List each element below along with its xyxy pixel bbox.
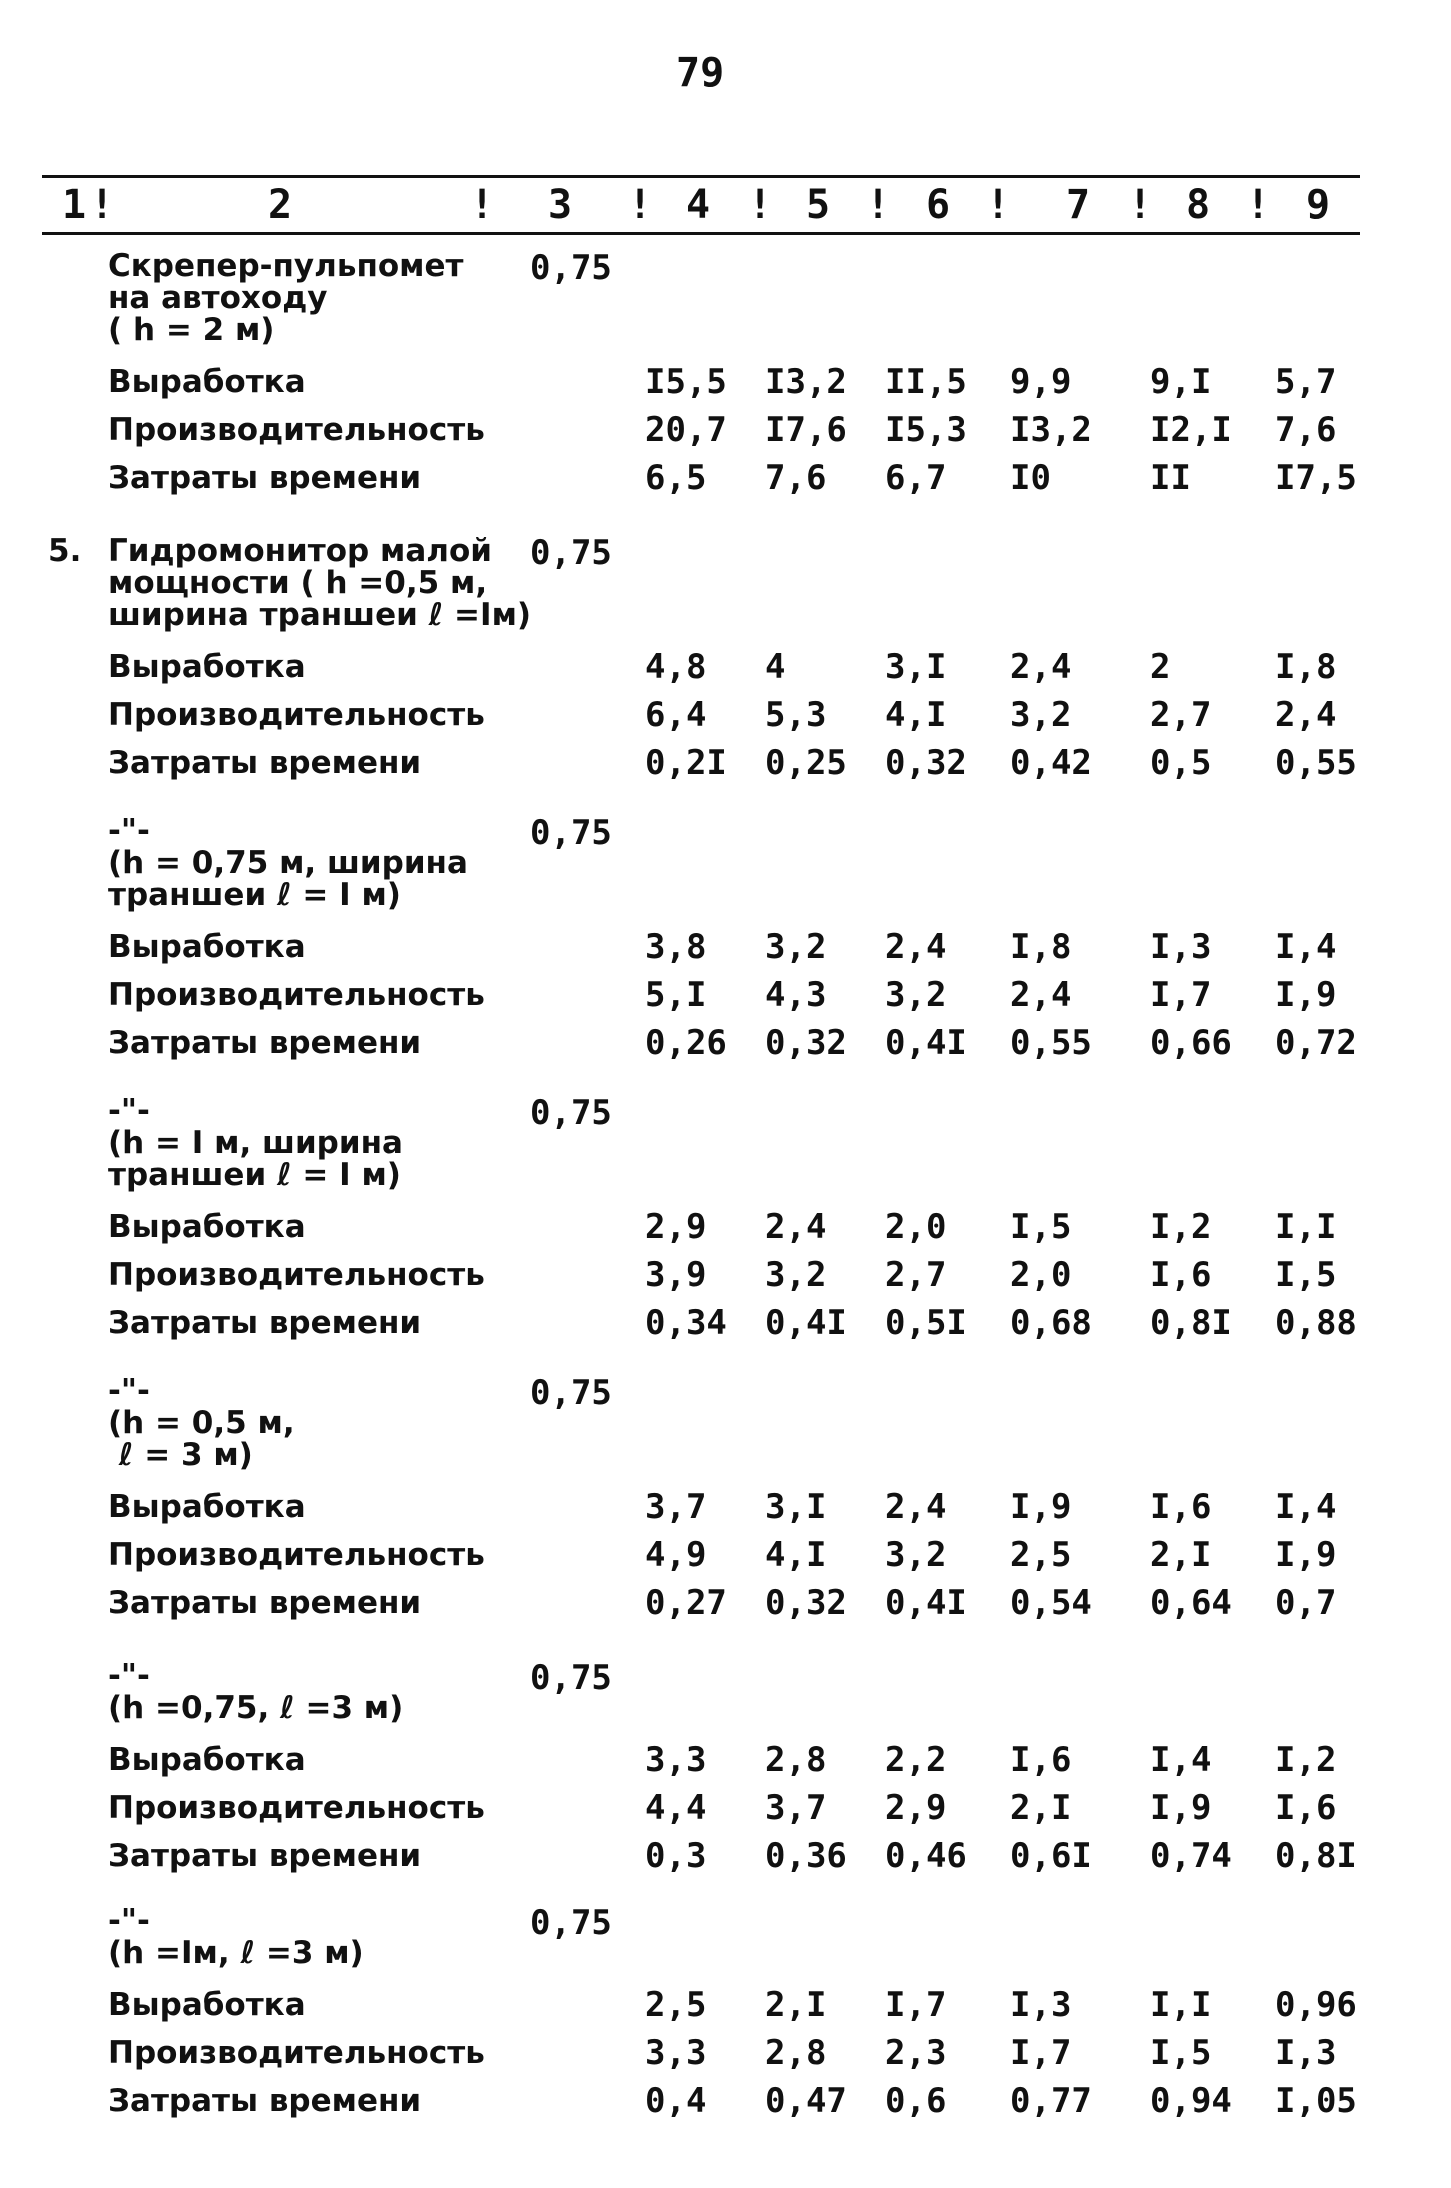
row-label: Выработка — [108, 649, 306, 685]
group-number: 5. — [48, 533, 82, 569]
table-cell: 0,25 — [765, 743, 847, 783]
table-cell: 0,3 — [645, 1836, 707, 1876]
table-cell: 2,3 — [885, 2033, 947, 2073]
row-label: Выработка — [108, 1489, 306, 1525]
row-label: Производительность — [108, 412, 485, 448]
table-cell: 0,6I — [1010, 1836, 1092, 1876]
table-cell: I,7 — [885, 1985, 947, 2025]
table-cell: 0,88 — [1275, 1303, 1357, 1343]
row-label: Выработка — [108, 364, 306, 400]
table-cell: 3,2 — [765, 1255, 827, 1295]
table-cell: 0,4I — [885, 1023, 967, 1063]
table-cell: 2,4 — [765, 1207, 827, 1247]
table-cell: 0,64 — [1150, 1583, 1232, 1623]
header-col-1: 1 — [62, 182, 87, 228]
header-col-9: 9 — [1306, 182, 1331, 228]
table-cell: 0,55 — [1275, 743, 1357, 783]
header-col-8: 8 — [1186, 182, 1211, 228]
group-coefficient: 0,75 — [530, 248, 612, 288]
table-cell: I3,2 — [1010, 410, 1092, 450]
group-title-line: ( h = 2 м) — [108, 312, 275, 348]
table-cell: 3,7 — [765, 1788, 827, 1828]
table-cell: I,6 — [1150, 1487, 1212, 1527]
group-title-line: -"- — [108, 1093, 150, 1129]
table-cell: I,9 — [1010, 1487, 1072, 1527]
table-cell: I,4 — [1275, 1487, 1337, 1527]
row-label: Выработка — [108, 1209, 306, 1245]
row-label: Затраты времени — [108, 745, 422, 781]
table-cell: I3,2 — [765, 362, 847, 402]
row-label: Затраты времени — [108, 2083, 422, 2119]
table-cell: 2,8 — [765, 2033, 827, 2073]
table-cell: I2,I — [1150, 410, 1232, 450]
header-sep-7: ! — [1128, 182, 1153, 228]
table-cell: I,7 — [1010, 2033, 1072, 2073]
page-number: 79 — [676, 50, 725, 96]
table-cell: I,4 — [1150, 1740, 1212, 1780]
table-cell: 0,55 — [1010, 1023, 1092, 1063]
table-cell: 0,68 — [1010, 1303, 1092, 1343]
table-cell: I,8 — [1275, 647, 1337, 687]
table-cell: 6,7 — [885, 458, 947, 498]
group-title-line: траншеи ℓ = I м) — [108, 877, 401, 913]
table-cell: 9,I — [1150, 362, 1212, 402]
table-cell: 0,4I — [765, 1303, 847, 1343]
table-cell: 0,72 — [1275, 1023, 1357, 1063]
table-cell: 0,36 — [765, 1836, 847, 1876]
table-cell: 0,34 — [645, 1303, 727, 1343]
header-sep-6: ! — [986, 182, 1011, 228]
table-cell: 0,5I — [885, 1303, 967, 1343]
table-cell: II,5 — [885, 362, 967, 402]
row-label: Производительность — [108, 1257, 485, 1293]
row-label: Производительность — [108, 977, 485, 1013]
group-title-line: мощности ( h =0,5 м, — [108, 565, 488, 601]
group-coefficient: 0,75 — [530, 813, 612, 853]
table-cell: 3,2 — [885, 1535, 947, 1575]
group-coefficient: 0,75 — [530, 1373, 612, 1413]
table-cell: I,2 — [1275, 1740, 1337, 1780]
table-cell: 0,26 — [645, 1023, 727, 1063]
group-title-line: -"- — [108, 1658, 150, 1694]
row-label: Производительность — [108, 1790, 485, 1826]
table-cell: II — [1150, 458, 1191, 498]
table-cell: 0,47 — [765, 2081, 847, 2121]
table-cell: 0,6 — [885, 2081, 947, 2121]
table-cell: 0,74 — [1150, 1836, 1232, 1876]
table-cell: 2,0 — [885, 1207, 947, 1247]
row-label: Затраты времени — [108, 1025, 422, 1061]
table-cell: 3,3 — [645, 1740, 707, 1780]
table-cell: I,9 — [1275, 1535, 1337, 1575]
table-cell: I5,3 — [885, 410, 967, 450]
table-cell: I,3 — [1010, 1985, 1072, 2025]
row-label: Выработка — [108, 1987, 306, 2023]
group-title-line: (h =Iм, ℓ =3 м) — [108, 1935, 364, 1971]
table-cell: 4,4 — [645, 1788, 707, 1828]
table-cell: 0,94 — [1150, 2081, 1232, 2121]
table-cell: 2,I — [765, 1985, 827, 2025]
row-label: Затраты времени — [108, 1585, 422, 1621]
table-cell: 3,3 — [645, 2033, 707, 2073]
table-cell: 2,4 — [1275, 695, 1337, 735]
table-cell: 0,27 — [645, 1583, 727, 1623]
table-cell: I,7 — [1150, 975, 1212, 1015]
header-col-3: 3 — [548, 182, 573, 228]
table-cell: 3,I — [765, 1487, 827, 1527]
table-cell: 2 — [1150, 647, 1171, 687]
group-title-line: на автоходу — [108, 280, 328, 316]
table-cell: 0,32 — [765, 1023, 847, 1063]
group-title-line: (h = I м, ширина — [108, 1125, 403, 1161]
table-cell: 2,I — [1150, 1535, 1212, 1575]
table-cell: I,5 — [1010, 1207, 1072, 1247]
table-cell: I,5 — [1275, 1255, 1337, 1295]
table-cell: I,I — [1275, 1207, 1337, 1247]
table-cell: I,9 — [1275, 975, 1337, 1015]
table-cell: 2,I — [1010, 1788, 1072, 1828]
table-cell: 20,7 — [645, 410, 727, 450]
table-cell: I,3 — [1150, 927, 1212, 967]
table-cell: I,6 — [1275, 1788, 1337, 1828]
header-col-6: 6 — [926, 182, 951, 228]
table-cell: 3,2 — [765, 927, 827, 967]
table-cell: 0,5 — [1150, 743, 1212, 783]
row-label: Затраты времени — [108, 460, 422, 496]
group-title-line: траншеи ℓ = I м) — [108, 1157, 401, 1193]
table-cell: 0,8I — [1150, 1303, 1232, 1343]
table-cell: 2,8 — [765, 1740, 827, 1780]
table-cell: 0,46 — [885, 1836, 967, 1876]
group-coefficient: 0,75 — [530, 533, 612, 573]
group-title-line: ℓ = 3 м) — [108, 1437, 253, 1473]
table-cell: I7,6 — [765, 410, 847, 450]
table-cell: I,9 — [1150, 1788, 1212, 1828]
table-cell: 7,6 — [765, 458, 827, 498]
row-label: Затраты времени — [108, 1305, 422, 1341]
group-title-line: (h = 0,5 м, — [108, 1405, 295, 1441]
header-sep-3: ! — [628, 182, 653, 228]
table-cell: 6,5 — [645, 458, 707, 498]
table-cell: 2,5 — [1010, 1535, 1072, 1575]
table-cell: 2,5 — [645, 1985, 707, 2025]
group-coefficient: 0,75 — [530, 1903, 612, 1943]
header-col-4: 4 — [686, 182, 711, 228]
table-cell: 3,9 — [645, 1255, 707, 1295]
table-cell: 2,4 — [885, 1487, 947, 1527]
header-col-7: 7 — [1066, 182, 1091, 228]
table-cell: I,2 — [1150, 1207, 1212, 1247]
table-cell: 7,6 — [1275, 410, 1337, 450]
group-coefficient: 0,75 — [530, 1658, 612, 1698]
table-cell: 4 — [765, 647, 786, 687]
table-cell: I,6 — [1010, 1740, 1072, 1780]
table-cell: 4,9 — [645, 1535, 707, 1575]
group-coefficient: 0,75 — [530, 1093, 612, 1133]
header-sep-2: ! — [470, 182, 495, 228]
row-label: Производительность — [108, 1537, 485, 1573]
row-label: Затраты времени — [108, 1838, 422, 1874]
table-cell: I0 — [1010, 458, 1051, 498]
table-cell: 2,7 — [1150, 695, 1212, 735]
group-title-line: (h = 0,75 м, ширина — [108, 845, 468, 881]
group-title-line: Скрепер-пульпомет — [108, 248, 464, 284]
table-cell: 2,2 — [885, 1740, 947, 1780]
table-cell: I,5 — [1150, 2033, 1212, 2073]
table-cell: 0,32 — [885, 743, 967, 783]
header-col-2: 2 — [268, 182, 293, 228]
table-cell: I,05 — [1275, 2081, 1357, 2121]
table-cell: 0,54 — [1010, 1583, 1092, 1623]
table-cell: 0,4 — [645, 2081, 707, 2121]
table-cell: 2,4 — [1010, 647, 1072, 687]
table-cell: I,3 — [1275, 2033, 1337, 2073]
table-cell: I,6 — [1150, 1255, 1212, 1295]
table-cell: 0,2I — [645, 743, 727, 783]
table-cell: 3,7 — [645, 1487, 707, 1527]
table-cell: 0,77 — [1010, 2081, 1092, 2121]
group-title-line: Гидромонитор малой — [108, 533, 493, 569]
table-cell: 3,2 — [1010, 695, 1072, 735]
header-sep-4: ! — [748, 182, 773, 228]
table-cell: 0,96 — [1275, 1985, 1357, 2025]
table-cell: 5,3 — [765, 695, 827, 735]
table-cell: 4,3 — [765, 975, 827, 1015]
table-cell: 0,32 — [765, 1583, 847, 1623]
table-cell: 0,7 — [1275, 1583, 1337, 1623]
table-cell: I5,5 — [645, 362, 727, 402]
table-cell: 2,4 — [885, 927, 947, 967]
group-title-line: (h =0,75, ℓ =3 м) — [108, 1690, 404, 1726]
table-cell: 2,4 — [1010, 975, 1072, 1015]
group-title-line: -"- — [108, 1373, 150, 1409]
header-sep-5: ! — [866, 182, 891, 228]
row-label: Выработка — [108, 929, 306, 965]
table-cell: 4,I — [885, 695, 947, 735]
row-label: Производительность — [108, 697, 485, 733]
header-sep-1: ! — [90, 182, 115, 228]
table-cell: 0,66 — [1150, 1023, 1232, 1063]
header-bottom-rule — [42, 232, 1360, 235]
header-top-rule — [42, 175, 1360, 178]
table-cell: 2,9 — [885, 1788, 947, 1828]
row-label: Производительность — [108, 2035, 485, 2071]
table-cell: 0,4I — [885, 1583, 967, 1623]
table-cell: 0,8I — [1275, 1836, 1357, 1876]
header-sep-8: ! — [1246, 182, 1271, 228]
table-cell: 3,I — [885, 647, 947, 687]
table-cell: 2,7 — [885, 1255, 947, 1295]
table-cell: 6,4 — [645, 695, 707, 735]
table-cell: 5,7 — [1275, 362, 1337, 402]
table-cell: 2,0 — [1010, 1255, 1072, 1295]
table-cell: 4,8 — [645, 647, 707, 687]
table-cell: 3,8 — [645, 927, 707, 967]
group-title-line: -"- — [108, 813, 150, 849]
table-cell: I7,5 — [1275, 458, 1357, 498]
table-cell: 0,42 — [1010, 743, 1092, 783]
group-title-line: -"- — [108, 1903, 150, 1939]
table-cell: I,8 — [1010, 927, 1072, 967]
table-cell: I,I — [1150, 1985, 1212, 2025]
table-cell: 3,2 — [885, 975, 947, 1015]
table-cell: 5,I — [645, 975, 707, 1015]
group-title-line: ширина траншеи ℓ =Iм) — [108, 597, 532, 633]
table-cell: 9,9 — [1010, 362, 1072, 402]
header-col-5: 5 — [806, 182, 831, 228]
table-cell: I,4 — [1275, 927, 1337, 967]
row-label: Выработка — [108, 1742, 306, 1778]
table-cell: 4,I — [765, 1535, 827, 1575]
table-cell: 2,9 — [645, 1207, 707, 1247]
